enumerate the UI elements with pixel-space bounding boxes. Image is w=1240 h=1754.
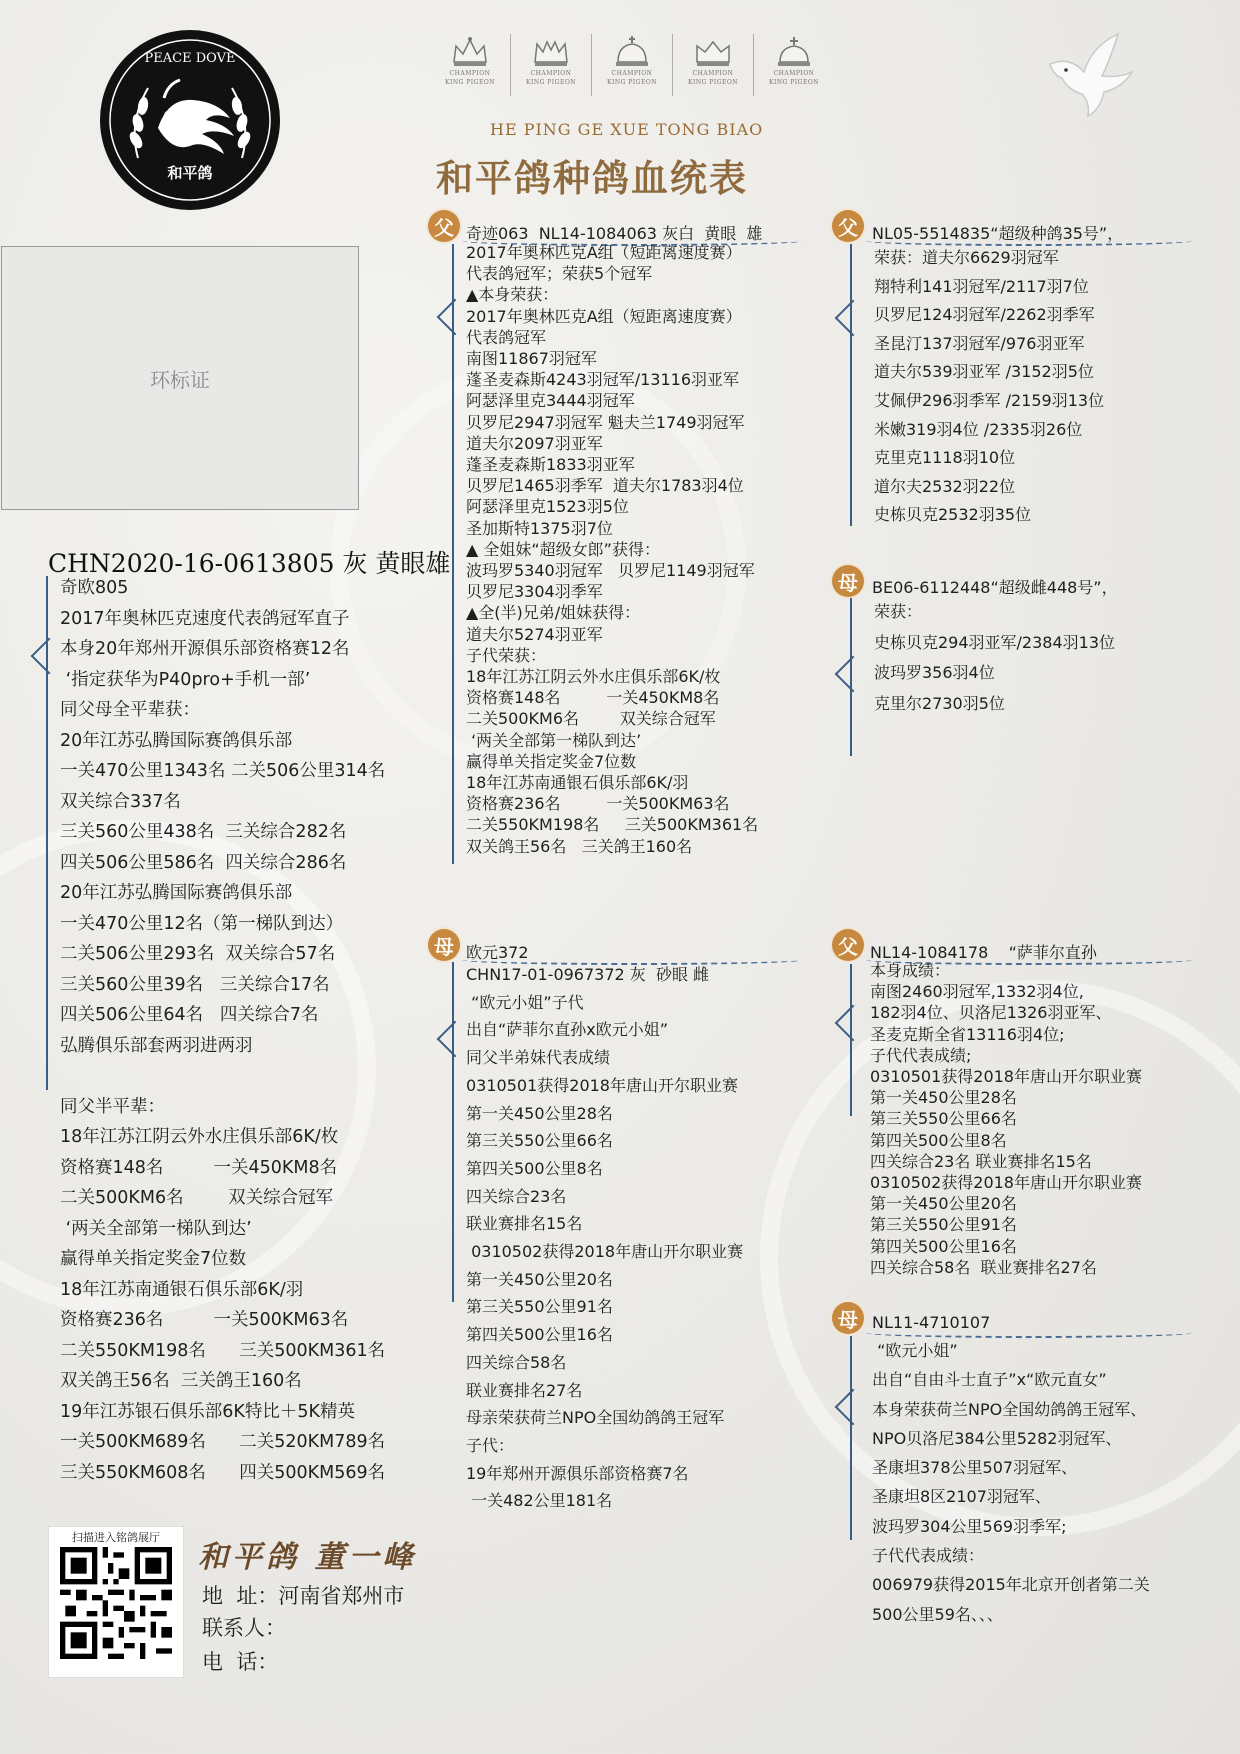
record-line: 圣加斯特1375羽7位 [466, 518, 613, 538]
record-line: 贝罗尼124羽冠军/2262羽季军 [874, 305, 1095, 325]
record-line: 同父半弟妹代表成绩 [466, 1048, 611, 1068]
record-line: 南图11867羽冠军 [466, 349, 597, 369]
record-line: 19年郑州开源俱乐部资格赛7名 [466, 1463, 689, 1483]
dam-record-list [466, 961, 743, 1515]
record-line: ▲ 全姐妹“超级女郎”获得： [466, 539, 660, 559]
subject-record-list [60, 573, 385, 1488]
record-line: 182羽4位、贝洛尼1326羽亚军、 [870, 1003, 1112, 1023]
record-line: 四关综合23名 联业赛排名15名 [870, 1151, 1092, 1171]
crown-icon [450, 34, 490, 68]
record-line: 蓬圣麦森斯1833羽亚军 [466, 455, 635, 475]
sire-heading: 奇迹063 NL14-1084063 灰白 黄眼 雄 [466, 224, 763, 243]
record-line: 第三关550公里66名 [870, 1109, 1017, 1129]
peace-dove-logo [98, 28, 282, 212]
address-line: 地 址：河南省郑州市 [202, 1584, 405, 1608]
record-line: 第三关550公里91名 [870, 1215, 1017, 1235]
record-line: 子代代表成绩： [872, 1546, 985, 1566]
record-line: 四关综合58名 联业赛排名27名 [870, 1257, 1097, 1277]
crown-caption: CHAMPION [692, 70, 734, 77]
record-line: 18年江苏南通银石俱乐部6K/羽 [466, 773, 689, 793]
record-line: 二关500KM6名 双关综合冠军 [466, 709, 716, 729]
record-line: 第一关450公里20名 [466, 1269, 613, 1289]
record-line: 本身20年郑州开源俱乐部资格赛12名 [60, 639, 350, 659]
record-line: 联业赛排名27名 [466, 1380, 583, 1400]
record-line: 圣康坦378公里507羽冠军、 [872, 1458, 1078, 1478]
dam-dam-bracket [850, 1336, 852, 1540]
record-line: ▲全(半)兄弟/姐妹获得： [466, 603, 641, 623]
page-title: 和平鸽种鸽血统表 [436, 156, 748, 200]
dam-sire-heading: NL14-1084178 “萨菲尔直孙 [870, 943, 1097, 962]
crown-emblem [511, 34, 592, 96]
record-line: 二关550KM198名 三关500KM361名 [466, 815, 759, 835]
crown-caption: KING PIGEON [525, 79, 577, 86]
bracket-arrow-icon [835, 300, 872, 337]
crown-emblem-row [430, 34, 835, 96]
record-line: 波玛罗304公里569羽季军; [872, 1516, 1067, 1536]
record-line: 奇欧805 [60, 578, 129, 598]
record-line: “欧元小姐”子代 [466, 992, 584, 1012]
record-line: 道夫尔539羽亚军 /3152羽5位 [874, 362, 1094, 382]
record-line: 一关470公里1343名 二关506公里314名 [60, 761, 386, 781]
record-line: 波玛罗356羽4位 [874, 663, 995, 682]
record-line: 蓬圣麦森斯4243羽冠军/13116羽亚军 [466, 370, 740, 390]
record-line: 道夫尔2097羽亚军 [466, 433, 603, 453]
record-line: 第一关450公里28名 [466, 1103, 613, 1123]
record-line: 2017年奥林匹克A组（短距离速度赛） [466, 243, 742, 262]
record-line: ‘两关全部第一梯队到达’ [466, 730, 642, 750]
record-line: 波玛罗5340羽冠军 贝罗尼1149羽冠军 [466, 561, 755, 581]
record-line: 贝罗尼1465羽季军 道夫尔1783羽4位 [466, 476, 744, 496]
crown-caption: KING PIGEON [687, 79, 739, 86]
dam-badge: 母 [428, 929, 460, 961]
title-pinyin: HE PING GE XUE TONG BIAO [490, 120, 764, 139]
record-line: 双关鸽王56名 三关鸽王160名 [60, 1371, 302, 1391]
record-line: “欧元小姐” [872, 1341, 958, 1360]
dam-sire-record-list [870, 960, 1142, 1278]
record-line: 0310502获得2018年唐山开尔职业赛 [870, 1173, 1142, 1193]
dam-dam-heading: NL11-4710107 [872, 1313, 991, 1332]
crown-caption: CHAMPION [449, 70, 491, 77]
sire-badge: 父 [428, 210, 460, 242]
bracket-arrow-icon [835, 656, 872, 693]
crown-icon [612, 34, 652, 68]
crown-caption: CHAMPION [530, 70, 572, 77]
phone-line: 电 话： [202, 1650, 279, 1674]
logo-text-bottom: 和平鸽 [167, 164, 213, 182]
record-line: 贝罗尼3304羽季军 [466, 582, 603, 602]
logo-text-top: PEACE DOVE [144, 51, 236, 66]
record-line: 500公里59名、、、 [872, 1604, 1003, 1624]
sire-dam-record-list [874, 597, 1115, 719]
record-line: ‘两关全部第一梯队到达’ [60, 1218, 252, 1239]
record-line: 四关506公里64名 四关综合7名 [60, 1005, 319, 1025]
record-line: 克里克1118羽10位 [874, 448, 1016, 468]
record-line: 圣康坦8区2107羽冠军、 [872, 1487, 1051, 1507]
record-line: NPO贝洛尼384公里5282羽冠军、 [872, 1428, 1122, 1448]
crown-caption: KING PIGEON [768, 79, 820, 86]
record-line: 资格赛236名 一关500KM63名 [60, 1310, 349, 1330]
record-line: 贝罗尼2947羽冠军 魁夫兰1749羽冠军 [466, 412, 745, 432]
record-line: 二关506公里293名 双关综合57名 [60, 944, 336, 964]
record-line: 20年江苏弘腾国际赛鸽俱乐部 [60, 730, 293, 751]
sire-sire-record-list [874, 244, 1104, 530]
record-line: 一关470公里12名（第一梯队到达） [60, 913, 344, 934]
crown-icon [693, 34, 733, 68]
sire-sire-bracket [850, 244, 852, 526]
record-line: 同父母全平辈获： [60, 700, 200, 720]
record-line: 第一关450公里28名 [870, 1088, 1017, 1108]
record-line: 资格赛236名 一关500KM63名 [466, 794, 730, 814]
record-line: 18年江苏南通银石俱乐部6K/羽 [60, 1279, 304, 1300]
record-line: 南图2460羽冠军,1332羽4位, [870, 982, 1084, 1002]
crown-caption: CHAMPION [611, 70, 653, 77]
ring-certificate-label: 环标证 [150, 367, 210, 392]
record-line: 荣获： [874, 602, 923, 621]
record-line: CHN17-01-0967372 灰 砂眼 雌 [466, 965, 710, 984]
sire-sire-badge: 父 [832, 210, 864, 242]
crown-emblem [430, 34, 511, 96]
crown-icon [774, 34, 814, 68]
record-line: 20年江苏弘腾国际赛鸽俱乐部 [60, 883, 293, 903]
record-line: 米嫩319羽4位 /2335羽26位 [874, 419, 1083, 439]
record-line: 道尔夫2532羽22位 [874, 476, 1016, 496]
record-line: 2017年奥林匹克速度代表鸽冠军直子 [60, 608, 350, 629]
record-line: ▲本身荣获： [466, 285, 559, 305]
record-line: 同父半平辈： [60, 1096, 165, 1117]
sire-sire-heading: NL05-5514835“超级种鸽35号”， [872, 224, 1124, 243]
record-line: 赢得单关指定奖金7位数 [60, 1249, 247, 1269]
record-line: 2017年奥林匹克A组（短距离速度赛） [466, 306, 742, 326]
bracket-arrow-icon [835, 1005, 872, 1042]
sire-record-list [466, 242, 758, 857]
record-line: 006979获得2015年北京开创者第二关 [872, 1575, 1150, 1595]
record-line: 出自“自由斗士直子”x“欧元直女” [872, 1370, 1107, 1390]
record-line: 四关506公里586名 四关综合286名 [60, 852, 347, 873]
record-line: 四关综合58名 [466, 1352, 567, 1372]
record-line: 四关综合23名 [466, 1186, 567, 1206]
record-line [60, 1061, 385, 1092]
record-line: 二关500KM6名 双关综合冠军 [60, 1188, 334, 1208]
record-line: 本身成绩： [870, 961, 951, 980]
record-line: 19年江苏银石俱乐部6K特比＋5K精英 [60, 1401, 355, 1422]
record-line: 子代： [466, 1435, 515, 1455]
record-line: 三关560公里39名 三关综合17名 [60, 974, 330, 995]
record-line: 第一关450公里20名 [870, 1194, 1017, 1214]
record-line: 艾佩伊296羽季军 /2159羽13位 [874, 390, 1105, 410]
crown-caption: KING PIGEON [444, 79, 496, 86]
record-line: 第四关500公里8名 [466, 1158, 603, 1178]
record-line: 子代代表成绩; [870, 1045, 972, 1065]
qr-code-card[interactable] [48, 1526, 184, 1678]
record-line: 联业赛排名15名 [466, 1214, 583, 1234]
record-line: 三关550KM608名 四关500KM569名 [60, 1462, 386, 1483]
qr-code-icon[interactable] [60, 1547, 172, 1659]
record-line: 一关500KM689名 二关520KM789名 [60, 1432, 386, 1452]
record-line: 荣获：道夫尔6629羽冠军 [874, 248, 1059, 267]
record-line: 史栋贝克294羽亚军/2384羽13位 [874, 632, 1116, 652]
record-line: 第四关500公里16名 [870, 1236, 1017, 1256]
sire-dam-heading: BE06-6112448“超级雌448号”， [872, 578, 1118, 597]
record-line: 第四关500公里16名 [466, 1325, 613, 1345]
record-line: 三关560公里438名 三关综合282名 [60, 822, 347, 842]
record-line: 第三关550公里66名 [466, 1131, 613, 1151]
record-line: 0310501获得2018年唐山开尔职业赛 [466, 1075, 738, 1095]
record-line: 18年江苏江阴云外水庄俱乐部6K/枚 [466, 667, 721, 687]
crown-icon [531, 34, 571, 68]
dam-dam-record-list [872, 1336, 1150, 1629]
crown-emblem [754, 34, 834, 96]
record-line: 0310502获得2018年唐山开尔职业赛 [466, 1242, 744, 1262]
record-line: 资格赛148名 一关450KM8名 [60, 1157, 338, 1178]
dam-sire-badge: 父 [832, 929, 864, 961]
qr-caption: 扫描进入铭鸽展厅 [72, 1531, 160, 1544]
record-line: ‘指定获华为P40pro+手机一部’ [60, 669, 311, 690]
record-line: 阿瑟泽里克1523羽5位 [466, 497, 629, 517]
record-line: 弘腾俱乐部套两羽进两羽 [60, 1035, 253, 1056]
crown-caption: CHAMPION [773, 70, 815, 77]
record-line: 子代荣获： [466, 645, 547, 665]
record-line: 0310501获得2018年唐山开尔职业赛 [870, 1067, 1142, 1087]
subject-ring-id: CHN2020-16-0613805 灰 黄眼雄 [48, 549, 451, 578]
record-line: 第四关500公里8名 [870, 1130, 1007, 1150]
record-line: 18年江苏江阴云外水庄俱乐部6K/枚 [60, 1127, 339, 1147]
crown-emblem [673, 34, 754, 96]
dam-heading: 欧元372 [466, 943, 529, 962]
record-line: 双关鸽王56名 三关鸽王160名 [466, 836, 693, 856]
dam-dam-badge: 母 [832, 1302, 864, 1334]
record-line: 克里尔2730羽5位 [874, 693, 1005, 713]
record-line: 代表鸽冠军；荣获5个冠军 [466, 264, 653, 284]
record-line: 赢得单关指定奖金7位数 [466, 751, 637, 771]
record-line: 双关综合337名 [60, 791, 181, 812]
sire-bracket [452, 244, 454, 864]
record-line: 代表鸽冠军 [466, 327, 547, 347]
record-line: 阿瑟泽里克3444羽冠军 [466, 391, 635, 411]
record-line: 出自“萨菲尔直孙x欧元小姐” [466, 1020, 669, 1040]
record-line: 史栋贝克2532羽35位 [874, 505, 1032, 525]
dove-image [1040, 26, 1140, 126]
crown-caption: KING PIGEON [606, 79, 658, 86]
crown-emblem [592, 34, 673, 96]
ring-certificate-placeholder [1, 246, 359, 510]
dam-bracket [452, 962, 454, 1302]
record-line: 圣昆汀137羽冠军/976羽亚军 [874, 333, 1085, 353]
sire-dam-badge: 母 [832, 565, 864, 597]
contact-line: 联系人： [202, 1616, 286, 1640]
record-line: 本身荣获荷兰NPO全国幼鸽鸽王冠军、 [872, 1399, 1147, 1419]
record-line: 资格赛148名 一关450KM8名 [466, 688, 720, 708]
signature: 和平鸽 董一峰 [198, 1540, 417, 1575]
record-line: 母亲荣获荷兰NPO全国幼鸽鸽王冠军 [466, 1408, 725, 1428]
record-line: 翔特利141羽冠军/2117羽7位 [874, 276, 1089, 296]
record-line: 二关550KM198名 三关500KM361名 [60, 1340, 386, 1361]
record-line: 圣麦克斯全省13116羽4位; [870, 1024, 1065, 1044]
record-line: 一关482公里181名 [466, 1491, 613, 1511]
record-line: 道夫尔5274羽亚军 [466, 624, 603, 644]
record-line: 第三关550公里91名 [466, 1297, 613, 1317]
